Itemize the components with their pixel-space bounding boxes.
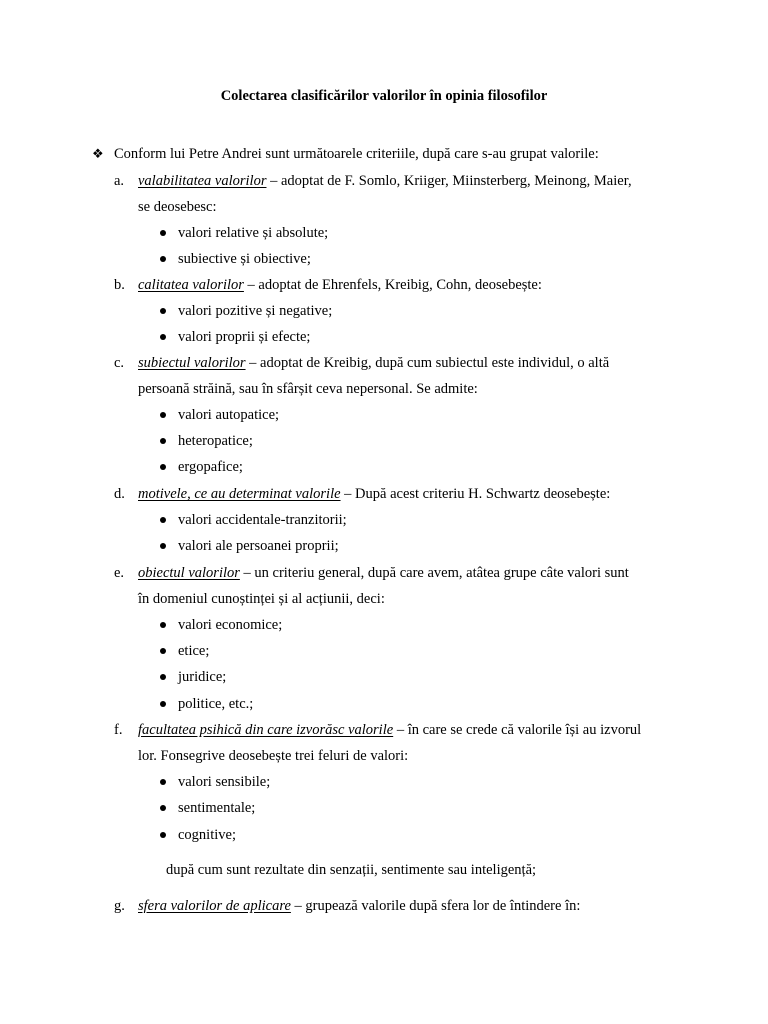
bullet-dot-icon <box>160 517 166 523</box>
list-item <box>160 431 253 451</box>
list-item <box>160 825 236 845</box>
item-line <box>138 171 632 191</box>
list-item <box>160 536 339 556</box>
item-letter: c. <box>114 355 125 371</box>
criterion-name: valabilitatea valorilor <box>138 173 267 189</box>
item-line <box>138 484 610 504</box>
bullet-dot-icon <box>160 674 166 680</box>
document-title: Colectarea clasificărilor valorilor în opinia filosofilor <box>220 88 548 104</box>
item-line-continued: lor. Fonsegrive deosebește trei feluri de valori: <box>138 748 409 764</box>
criterion-description: – adoptat de F. Somlo, Kriiger, Miinsterberg, Meinong, Maier, <box>266 173 632 189</box>
list-item <box>160 694 253 714</box>
item-line <box>138 353 609 373</box>
criterion-name: obiectul valorilor <box>138 565 240 581</box>
criterion-description: – grupează valorile după sfera lor de întindere în: <box>290 898 581 914</box>
list-item <box>160 667 226 687</box>
diamond-bullet-icon: ❖ <box>92 146 104 161</box>
list-item-text: valori economice; <box>178 617 283 633</box>
item-letter: e. <box>114 565 125 581</box>
list-item-text: valori accidentale-tranzitorii; <box>178 512 347 528</box>
item-line <box>138 720 641 740</box>
item-letter: b. <box>114 277 125 293</box>
item-f-note: după cum sunt rezultate din senzații, sentimente sau inteligență; <box>166 862 537 878</box>
bullet-dot-icon <box>160 412 166 418</box>
list-item-text: valori proprii și efecte; <box>178 329 311 345</box>
intro-text: Conform lui Petre Andrei sunt următoarele criteriile, după care s-au grupat valorile: <box>114 146 599 162</box>
list-item-text: subiective și obiective; <box>178 251 311 267</box>
item-letter: a. <box>114 173 125 189</box>
bullet-dot-icon <box>160 308 166 314</box>
item-line-continued: persoană străină, sau în sfârșit ceva nepersonal. Se admite: <box>138 381 478 397</box>
list-item-text: juridice; <box>178 669 227 685</box>
item-letter: g. <box>114 898 125 914</box>
list-item-text: heteropatice; <box>178 433 253 449</box>
criterion-description: – un criteriu general, după care avem, atâtea grupe câte valori sunt <box>239 565 629 581</box>
criterion-description: – în care se crede că valorile își au izvorul <box>393 722 642 738</box>
bullet-dot-icon <box>160 622 166 628</box>
item-letter: f. <box>114 722 123 738</box>
bullet-dot-icon <box>160 543 166 549</box>
bullet-dot-icon <box>160 230 166 236</box>
list-item <box>160 327 310 347</box>
list-item-text: ergopafice; <box>178 459 243 475</box>
item-line <box>138 563 629 583</box>
bullet-dot-icon <box>160 256 166 262</box>
list-item-text: valori pozitive și negative; <box>178 303 333 319</box>
list-item-text: cognitive; <box>178 827 236 843</box>
list-item <box>160 615 282 635</box>
bullet-dot-icon <box>160 701 166 707</box>
list-item <box>160 798 255 818</box>
list-item-text: valori sensibile; <box>178 774 271 790</box>
list-item-text: valori relative și absolute; <box>178 225 329 241</box>
list-item-text: valori ale persoanei proprii; <box>178 538 339 554</box>
criterion-name: motivele, ce au determinat valorile <box>138 486 341 502</box>
list-item <box>160 641 209 661</box>
intro-line <box>92 144 752 164</box>
list-item <box>160 457 243 477</box>
list-item <box>160 510 347 530</box>
criterion-name: facultatea psihică din care izvorăsc valorile <box>138 722 394 738</box>
bullet-dot-icon <box>160 832 166 838</box>
item-line-continued: în domeniul cunoștinței și al acțiunii, deci: <box>138 591 385 607</box>
list-item <box>160 301 332 321</box>
list-item-text: sentimentale; <box>178 800 256 816</box>
criterion-name: calitatea valorilor <box>138 277 244 293</box>
item-letter: d. <box>114 486 125 502</box>
criterion-description: – După acest criteriu H. Schwartz deosebește: <box>340 486 611 502</box>
list-item <box>160 223 328 243</box>
list-item <box>160 249 311 269</box>
bullet-dot-icon <box>160 805 166 811</box>
bullet-dot-icon <box>160 438 166 444</box>
bullet-dot-icon <box>160 334 166 340</box>
list-item-text: valori autopatice; <box>178 407 280 423</box>
criterion-description: – adoptat de Kreibig, după cum subiectul este individul, o altă <box>245 355 610 371</box>
list-item <box>160 405 279 425</box>
bullet-dot-icon <box>160 464 166 470</box>
list-item-text: politice, etc.; <box>178 696 254 712</box>
criterion-name: subiectul valorilor <box>138 355 246 371</box>
item-line <box>138 896 580 916</box>
item-line <box>138 275 542 295</box>
item-line-continued: se deosebesc: <box>138 199 217 215</box>
list-item-text: etice; <box>178 643 210 659</box>
criterion-name: sfera valorilor de aplicare <box>138 898 291 914</box>
bullet-dot-icon <box>160 648 166 654</box>
list-item <box>160 772 270 792</box>
bullet-dot-icon <box>160 779 166 785</box>
criterion-description: – adoptat de Ehrenfels, Kreibig, Cohn, deosebește: <box>243 277 542 293</box>
